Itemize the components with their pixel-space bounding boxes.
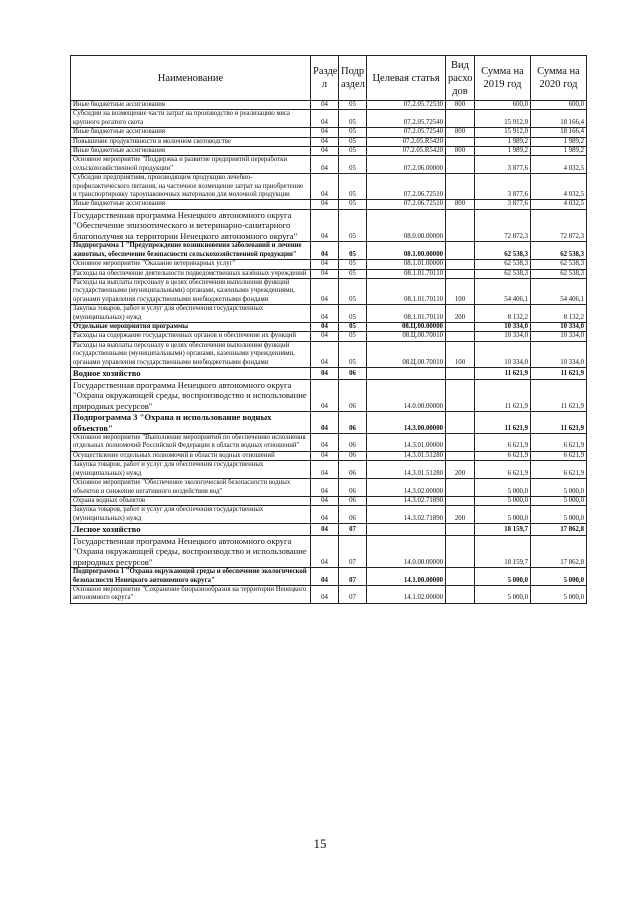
row-sum-2020: 62 538,3 <box>531 269 587 278</box>
row-sum-2020: 600,0 <box>531 101 587 110</box>
row-sum-2019: 5 000,0 <box>475 506 531 524</box>
row-name: Государственная программа Ненецкого автономного округа "Охрана окружающей среды, воспроизводство и использование природных ресурсов" <box>71 535 311 568</box>
row-sum-2019: 15 912,0 <box>475 128 531 137</box>
row-sum-2019: 1 989,2 <box>475 147 531 156</box>
row-name: Закупка товаров, работ и услуг для обеспечения государственных (муниципальных) нужд <box>71 506 311 524</box>
row-podrazdel: 06 <box>339 434 367 452</box>
row-expense-type <box>446 535 475 568</box>
row-sum-2019: 6 621,9 <box>475 434 531 452</box>
row-article: 07.2.05.R5420 <box>367 147 446 156</box>
row-article: 07.2.06.72510 <box>367 200 446 209</box>
table-row <box>71 451 587 460</box>
row-razdel: 04 <box>311 156 339 174</box>
row-sum-2019: 600,0 <box>475 101 531 110</box>
row-article: 07.2.05.72530 <box>367 101 446 110</box>
row-article: 08.0.00.00000 <box>367 209 446 242</box>
row-sum-2019: 11 621,9 <box>475 379 531 412</box>
table-body <box>71 101 587 604</box>
table-row <box>71 156 587 174</box>
row-sum-2019: 3 877,6 <box>475 156 531 174</box>
row-razdel: 04 <box>311 585 339 603</box>
row-podrazdel: 06 <box>339 451 367 460</box>
row-name: Расходы на выплаты персоналу в целях обеспечения выполнения функций государственными (муниципальными) органами, казенными учреждениями, органами управления государственными внебюджетными фондами <box>71 341 311 367</box>
row-article: 14.3.01.51280 <box>367 451 446 460</box>
row-name: Основное мероприятие "Обеспечение экологической безопасности водных объектов и снижение негативного воздействия вод" <box>71 479 311 497</box>
table-row <box>71 147 587 156</box>
row-name: Государственная программа Ненецкого автономного округа "Охрана окружающей среды, воспроизводство и использование природных ресурсов" <box>71 379 311 412</box>
row-expense-type <box>446 568 475 586</box>
row-expense-type <box>446 260 475 269</box>
row-razdel: 04 <box>311 174 339 200</box>
table-row <box>71 379 587 412</box>
row-sum-2020: 6 621,9 <box>531 434 587 452</box>
row-razdel: 04 <box>311 323 339 332</box>
row-sum-2020: 6 621,9 <box>531 451 587 460</box>
row-name: Отдельные мероприятия программы <box>71 323 311 332</box>
row-sum-2019: 62 538,3 <box>475 260 531 269</box>
row-name: Подпрограмма 1 "Охрана окружающей среды и обеспечение экологической безопасности Ненецкого автономного округа" <box>71 568 311 586</box>
table-row <box>71 260 587 269</box>
row-sum-2020: 11 621,9 <box>531 379 587 412</box>
row-sum-2019: 8 132,2 <box>475 305 531 323</box>
row-sum-2020: 54 406,1 <box>531 279 587 305</box>
row-expense-type: 800 <box>446 200 475 209</box>
table-row <box>71 506 587 524</box>
row-name: Водное хозяйство <box>71 368 311 380</box>
row-razdel: 04 <box>311 535 339 568</box>
header-podrazdel: Подр аздел <box>339 56 367 101</box>
header-razdel: Разде л <box>311 56 339 101</box>
page-number: 15 <box>313 836 327 851</box>
row-article: 14.3.01.00000 <box>367 434 446 452</box>
row-name: Иные бюджетные ассигнования <box>71 101 311 110</box>
row-expense-type <box>446 451 475 460</box>
row-razdel: 04 <box>311 451 339 460</box>
table-row <box>71 496 587 505</box>
row-sum-2020: 8 132,2 <box>531 305 587 323</box>
table-header-row <box>71 56 587 101</box>
row-podrazdel: 05 <box>339 137 367 146</box>
row-expense-type <box>446 110 475 128</box>
row-sum-2020: 5 000,0 <box>531 585 587 603</box>
row-podrazdel: 05 <box>339 156 367 174</box>
row-name: Лесное хозяйство <box>71 524 311 536</box>
row-name: Государственная программа Ненецкого автономного округа "Обеспечение эпизоотического и ветеринарно-санитарного благополучия на территории Ненецкого автономного округа" <box>71 209 311 242</box>
row-sum-2020: 4 032,5 <box>531 174 587 200</box>
row-sum-2020: 10 334,0 <box>531 332 587 341</box>
row-article: 14.1.00.00000 <box>367 568 446 586</box>
row-sum-2020: 5 000,0 <box>531 506 587 524</box>
row-razdel: 04 <box>311 412 339 434</box>
table-row <box>71 269 587 278</box>
row-expense-type <box>446 174 475 200</box>
row-sum-2019: 5 000,0 <box>475 479 531 497</box>
row-sum-2019: 15 912,0 <box>475 110 531 128</box>
row-podrazdel: 06 <box>339 412 367 434</box>
row-expense-type: 800 <box>446 101 475 110</box>
table-row <box>71 412 587 434</box>
row-name: Закупка товаров, работ и услуг для обеспечения государственных (муниципальных) нужд <box>71 461 311 479</box>
row-razdel: 04 <box>311 379 339 412</box>
row-article: 14.3.02.71890 <box>367 496 446 505</box>
row-name: Основное мероприятие "Оказание ветеринарных услуг" <box>71 260 311 269</box>
row-article: 07.2.05.72540 <box>367 110 446 128</box>
row-razdel: 04 <box>311 110 339 128</box>
row-sum-2019: 72 872,3 <box>475 209 531 242</box>
row-expense-type <box>446 412 475 434</box>
row-name: Основное мероприятие "Поддержка и развитие предприятий переработки сельскохозяйственной продукции" <box>71 156 311 174</box>
table-row <box>71 128 587 137</box>
row-sum-2020: 18 166,4 <box>531 128 587 137</box>
row-article: 14.3.01.51280 <box>367 461 446 479</box>
row-razdel: 04 <box>311 128 339 137</box>
row-sum-2019: 10 334,0 <box>475 341 531 367</box>
table-row <box>71 200 587 209</box>
row-article: 07.2.06.00000 <box>367 156 446 174</box>
row-article: 07.2.05.72540 <box>367 128 446 137</box>
row-razdel: 04 <box>311 200 339 209</box>
row-sum-2019: 6 621,9 <box>475 451 531 460</box>
row-razdel: 04 <box>311 147 339 156</box>
table-row <box>71 209 587 242</box>
row-article: 08.Ц.00.00000 <box>367 323 446 332</box>
row-sum-2019: 18 159,7 <box>475 524 531 536</box>
row-expense-type <box>446 585 475 603</box>
row-sum-2019: 10 334,0 <box>475 332 531 341</box>
row-sum-2020: 10 334,0 <box>531 323 587 332</box>
row-razdel: 04 <box>311 506 339 524</box>
row-name: Осуществление отдельных полномочий в области водных отношений <box>71 451 311 460</box>
row-article <box>367 524 446 536</box>
row-article <box>367 368 446 380</box>
row-expense-type <box>446 368 475 380</box>
row-name: Основное мероприятие "Сохранение биоразнообразия на территории Ненецкого автономного округа" <box>71 585 311 603</box>
row-razdel: 04 <box>311 496 339 505</box>
row-podrazdel: 05 <box>339 269 367 278</box>
row-sum-2020: 11 621,9 <box>531 368 587 380</box>
row-name: Иные бюджетные ассигнования <box>71 128 311 137</box>
table-row <box>71 110 587 128</box>
row-razdel: 04 <box>311 461 339 479</box>
row-razdel: 04 <box>311 332 339 341</box>
table-row <box>71 101 587 110</box>
row-razdel: 04 <box>311 341 339 367</box>
row-article: 08.1.00.00000 <box>367 242 446 260</box>
row-sum-2020: 62 538,3 <box>531 260 587 269</box>
row-razdel: 04 <box>311 368 339 380</box>
table-row <box>71 434 587 452</box>
row-podrazdel: 06 <box>339 506 367 524</box>
row-expense-type <box>446 209 475 242</box>
row-sum-2019: 5 000,0 <box>475 585 531 603</box>
row-article: 14.0.00.00000 <box>367 379 446 412</box>
row-podrazdel: 05 <box>339 279 367 305</box>
row-podrazdel: 05 <box>339 128 367 137</box>
row-article: 14.3.02.71890 <box>367 506 446 524</box>
row-sum-2019: 10 334,0 <box>475 323 531 332</box>
row-sum-2019: 62 538,3 <box>475 242 531 260</box>
row-podrazdel: 05 <box>339 323 367 332</box>
row-razdel: 04 <box>311 269 339 278</box>
row-expense-type: 100 <box>446 279 475 305</box>
row-sum-2020: 1 989,2 <box>531 147 587 156</box>
table-row <box>71 305 587 323</box>
row-name: Повышение продуктивности в молочном скотоводстве <box>71 137 311 146</box>
row-expense-type <box>446 379 475 412</box>
row-expense-type <box>446 242 475 260</box>
row-sum-2020: 6 621,9 <box>531 461 587 479</box>
table-row <box>71 479 587 497</box>
row-expense-type <box>446 479 475 497</box>
row-article: 08.Ц.00.70010 <box>367 341 446 367</box>
row-sum-2019: 62 538,3 <box>475 269 531 278</box>
row-expense-type: 100 <box>446 341 475 367</box>
row-podrazdel: 05 <box>339 147 367 156</box>
header-name: Наименование <box>71 56 311 101</box>
row-podrazdel: 07 <box>339 568 367 586</box>
table-row <box>71 368 587 380</box>
row-expense-type <box>446 496 475 505</box>
row-podrazdel: 07 <box>339 535 367 568</box>
row-razdel: 04 <box>311 305 339 323</box>
row-expense-type: 800 <box>446 128 475 137</box>
row-name: Субсидии на возмещение части затрат на производство и реализацию мяса крупного рогатого скота <box>71 110 311 128</box>
row-article: 14.1.02.00000 <box>367 585 446 603</box>
row-article: 07.2.06.72510 <box>367 174 446 200</box>
row-expense-type: 200 <box>446 461 475 479</box>
table-row <box>71 461 587 479</box>
table-row <box>71 332 587 341</box>
row-podrazdel: 05 <box>339 341 367 367</box>
row-sum-2020: 10 334,0 <box>531 341 587 367</box>
table-row <box>71 535 587 568</box>
row-sum-2019: 5 000,0 <box>475 496 531 505</box>
budget-table <box>70 55 587 604</box>
row-podrazdel: 05 <box>339 174 367 200</box>
row-article: 14.3.02.00000 <box>367 479 446 497</box>
row-razdel: 04 <box>311 209 339 242</box>
row-name: Закупка товаров, работ и услуг для обеспечения государственных (муниципальных) нужд <box>71 305 311 323</box>
header-sum-2019: Сумма на 2019 год <box>475 56 531 101</box>
row-podrazdel: 06 <box>339 479 367 497</box>
header-expense-type: Вид расхо дов <box>446 56 475 101</box>
row-podrazdel: 06 <box>339 379 367 412</box>
row-sum-2020: 1 989,2 <box>531 137 587 146</box>
row-sum-2020: 11 621,9 <box>531 412 587 434</box>
row-expense-type <box>446 332 475 341</box>
row-name: Подпрограмма 3 "Охрана и использование водных объектов" <box>71 412 311 434</box>
row-article: 08.1.01.70110 <box>367 305 446 323</box>
row-podrazdel: 06 <box>339 461 367 479</box>
row-article: 07.2.05.R5420 <box>367 137 446 146</box>
header-article: Целевая статья <box>367 56 446 101</box>
row-name: Расходы на содержание государственных органов и обеспечение их функций <box>71 332 311 341</box>
row-article: 08.1.01.70110 <box>367 279 446 305</box>
row-podrazdel: 05 <box>339 209 367 242</box>
row-sum-2019: 1 989,2 <box>475 137 531 146</box>
row-podrazdel: 06 <box>339 496 367 505</box>
row-razdel: 04 <box>311 479 339 497</box>
row-sum-2019: 11 621,9 <box>475 412 531 434</box>
row-sum-2019: 5 000,0 <box>475 568 531 586</box>
row-podrazdel: 05 <box>339 260 367 269</box>
row-sum-2019: 18 159,7 <box>475 535 531 568</box>
row-podrazdel: 05 <box>339 110 367 128</box>
row-article: 14.3.00.00000 <box>367 412 446 434</box>
row-razdel: 04 <box>311 524 339 536</box>
row-sum-2020: 17 862,8 <box>531 535 587 568</box>
row-podrazdel: 05 <box>339 200 367 209</box>
row-sum-2020: 5 000,0 <box>531 479 587 497</box>
row-expense-type <box>446 269 475 278</box>
table-row <box>71 568 587 586</box>
row-podrazdel: 06 <box>339 368 367 380</box>
row-article: 08.1.01.70110 <box>367 269 446 278</box>
row-expense-type: 800 <box>446 147 475 156</box>
row-sum-2020: 5 000,0 <box>531 496 587 505</box>
row-razdel: 04 <box>311 434 339 452</box>
row-razdel: 04 <box>311 568 339 586</box>
row-name: Субсидии предприятиям, производящим продукцию лечебно-профилактического питания, на частичное возмещение затрат на приобретение и транспортировку тароупаковочных материалов для молочной продукции <box>71 174 311 200</box>
row-expense-type: 200 <box>446 305 475 323</box>
table-row <box>71 524 587 536</box>
row-razdel: 04 <box>311 260 339 269</box>
row-razdel: 04 <box>311 101 339 110</box>
table-row <box>71 242 587 260</box>
row-sum-2019: 54 406,1 <box>475 279 531 305</box>
row-name: Иные бюджетные ассигнования <box>71 200 311 209</box>
row-expense-type <box>446 156 475 174</box>
table-row <box>71 279 587 305</box>
row-razdel: 04 <box>311 279 339 305</box>
row-sum-2020: 18 166,4 <box>531 110 587 128</box>
row-name: Расходы на выплаты персоналу в целях обеспечения выполнения функций государственными (муниципальными) органами, казенными учреждениями, органами управления государственными внебюджетными фондами <box>71 279 311 305</box>
table-row <box>71 585 587 603</box>
row-sum-2020: 72 872,3 <box>531 209 587 242</box>
row-expense-type <box>446 137 475 146</box>
table-row <box>71 174 587 200</box>
table-row <box>71 341 587 367</box>
row-sum-2019: 3 877,6 <box>475 174 531 200</box>
row-article: 08.Ц.00.70010 <box>367 332 446 341</box>
row-article: 08.1.01.00000 <box>367 260 446 269</box>
budget-table-page <box>70 55 586 604</box>
row-name: Охрана водных объектов <box>71 496 311 505</box>
row-sum-2020: 4 032,5 <box>531 156 587 174</box>
row-razdel: 04 <box>311 242 339 260</box>
row-podrazdel: 05 <box>339 242 367 260</box>
row-podrazdel: 05 <box>339 305 367 323</box>
row-name: Расходы на обеспечение деятельности подведомственных казённых учреждений <box>71 269 311 278</box>
row-sum-2019: 11 621,9 <box>475 368 531 380</box>
row-sum-2020: 5 000,0 <box>531 568 587 586</box>
row-name: Подпрограмма 1 "Предупреждение возникновения заболеваний и лечение животных, обеспечение безопасности сельскохозяйственной продукции" <box>71 242 311 260</box>
row-podrazdel: 05 <box>339 332 367 341</box>
row-article: 14.0.00.00000 <box>367 535 446 568</box>
row-sum-2020: 4 032,5 <box>531 200 587 209</box>
table-row <box>71 323 587 332</box>
row-sum-2020: 17 862,8 <box>531 524 587 536</box>
row-podrazdel: 05 <box>339 101 367 110</box>
row-podrazdel: 07 <box>339 585 367 603</box>
row-expense-type <box>446 323 475 332</box>
row-sum-2019: 3 877,6 <box>475 200 531 209</box>
row-expense-type <box>446 434 475 452</box>
row-expense-type: 200 <box>446 506 475 524</box>
row-sum-2020: 62 538,3 <box>531 242 587 260</box>
row-sum-2019: 6 621,9 <box>475 461 531 479</box>
header-sum-2020: Сумма на 2020 год <box>531 56 587 101</box>
row-expense-type <box>446 524 475 536</box>
row-podrazdel: 07 <box>339 524 367 536</box>
table-row <box>71 137 587 146</box>
row-name: Основное мероприятие "Выполнение мероприятий по обеспечению исполнения отдельных полномочий Российской Федерации в области водных отношений" <box>71 434 311 452</box>
row-razdel: 04 <box>311 137 339 146</box>
row-name: Иные бюджетные ассигнования <box>71 147 311 156</box>
